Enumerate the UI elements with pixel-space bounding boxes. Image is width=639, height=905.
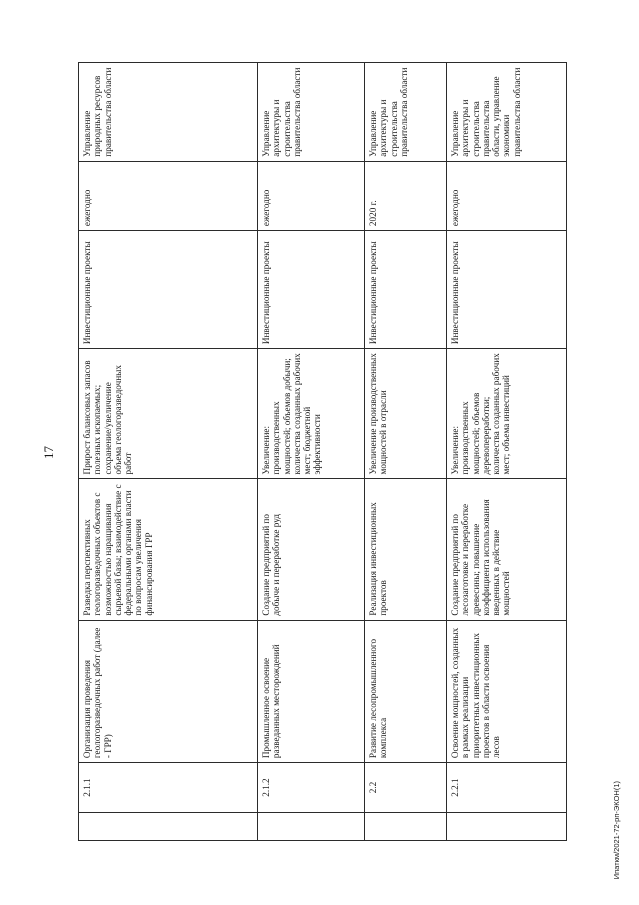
financing-source: Инвестиционные проекты (258, 231, 365, 349)
executor: Управление архитектуры и строительства правительства области (258, 63, 365, 162)
empty-cell (79, 813, 258, 841)
empty-cell (258, 813, 365, 841)
plan-table (78, 62, 567, 841)
activity-task: Реализация инвестиционных проектов (365, 479, 447, 620)
financing-source: Инвестиционные проекты (79, 231, 258, 349)
activity-task: Разведка перспективных геологоразведочных объектов с возможностью наращивания сырьевой базы; взаимодействие с федеральными органами власти по вопросам увеличения финансирования ГРР (79, 479, 258, 620)
footer-document-code: Ипаткм/2021-72-рп-ЭКОН(1) (612, 780, 621, 879)
table-row (365, 63, 447, 841)
page-number: 17 (41, 446, 56, 459)
table-row (447, 63, 567, 841)
activity-name: Организация проведения геологоразведочных работ (далее - ГРР) (79, 620, 258, 762)
expected-result: Увеличение производственных мощностей в отрасли (365, 349, 447, 479)
executor: Управление архитектуры и строительства правительства области, управление экономики правительства области (447, 63, 567, 162)
timing: 2020 г. (365, 161, 447, 230)
financing-source: Инвестиционные проекты (447, 231, 567, 349)
activity-name: Освоение мощностей, созданных в рамках реализации приоритетных инвестиционных проектов в области освоения лесов (447, 620, 567, 762)
expected-result: Увеличение: производственных мощностей; объемов деревопереработки; количества созданных рабочих мест; объема инвестиций (447, 349, 567, 479)
empty-cell (365, 813, 447, 841)
activity-task: Создание предприятий по лесозаготовке и переработке древесины; повышение коэффициента использования введенных в действие мощностей (447, 479, 567, 620)
expected-result: Увеличение: производственных мощностей; объемов добычи; количества созданных рабочих мест; бюджетной эффективности (258, 349, 365, 479)
executor: Управление архитектуры и строительства правительства области (365, 63, 447, 162)
executor: Управление природных ресурсов правительства области (79, 63, 258, 162)
row-number: 2.2 (365, 763, 447, 813)
expected-result: Прирост балансовых запасов полезных ископаемых; сохранение/увеличение объема геологоразведочных работ (79, 349, 258, 479)
row-number: 2.1.2 (258, 763, 365, 813)
activity-task: Создание предприятий по добыче и переработке руд (258, 479, 365, 620)
empty-cell (447, 813, 567, 841)
row-number: 2.2.1 (447, 763, 567, 813)
table-row (79, 63, 258, 841)
table-row (258, 63, 365, 841)
activity-name: Промышленное освоение разведанных месторождений (258, 620, 365, 762)
row-number: 2.1.1 (79, 763, 258, 813)
activity-name: Развитие лесопромышленного комплекса (365, 620, 447, 762)
timing: ежегодно (258, 161, 365, 230)
financing-source: Инвестиционные проекты (365, 231, 447, 349)
timing: ежегодно (79, 161, 258, 230)
timing: ежегодно (447, 161, 567, 230)
